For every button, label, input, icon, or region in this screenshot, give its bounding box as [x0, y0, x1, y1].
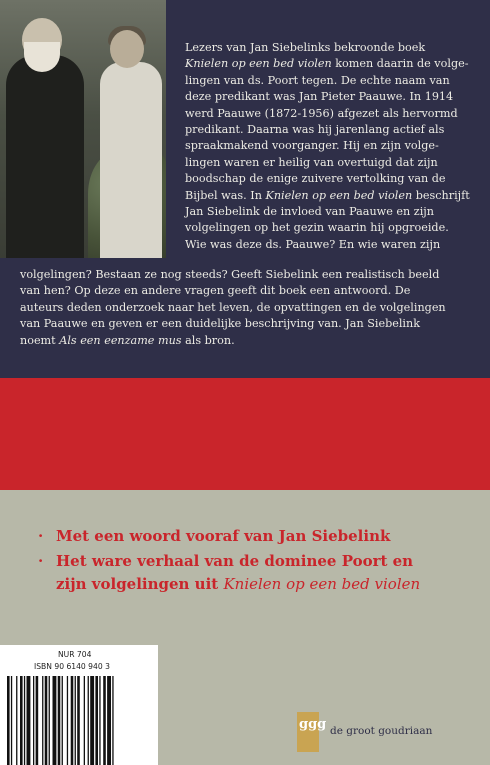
bullet-item: [38, 550, 478, 596]
description-line-text: lingen waren er heilig van overtuigd dat zijn: [185, 155, 438, 169]
nur-code: NUR 704: [58, 650, 92, 659]
description-text-right: [185, 40, 480, 253]
red-band: [0, 378, 490, 490]
bullet-text: Met een woord vooraf van Jan Siebelink: [56, 527, 391, 545]
description-line: [185, 204, 480, 220]
description-line: [20, 283, 480, 299]
description-line: [185, 155, 480, 171]
photo-man-figure: [6, 55, 84, 258]
isbn-number: ISBN 90 6140 940 3: [34, 662, 110, 671]
publisher-logo-icon: [297, 712, 327, 752]
description-line-text: als bron.: [181, 333, 235, 347]
description-line-text: Bijbel was. In: [185, 188, 266, 202]
description-line: [185, 237, 480, 253]
description-line: [185, 171, 480, 187]
description-line: [185, 188, 480, 204]
top-panel: [0, 0, 490, 378]
historical-photo: [0, 0, 166, 258]
description-line: [185, 220, 480, 236]
bullet-book-title: Knielen op een bed violen: [223, 575, 421, 593]
description-line: [185, 106, 480, 122]
bullet-dot: ·: [38, 552, 44, 570]
description-line: [20, 267, 480, 283]
photo-woman-figure: [100, 62, 162, 258]
description-line-text: werd Paauwe (1872-1956) afgezet als hervormd: [185, 106, 458, 120]
description-line: [185, 89, 480, 105]
publisher-logo-text: ggg: [299, 717, 327, 732]
description-text-full: [20, 267, 480, 349]
description-line-italic: Knielen op een bed violen: [185, 57, 332, 71]
description-line: [185, 122, 480, 138]
description-line-text: van Paauwe en geven er een duidelijke beschrijving van. Jan Siebelink: [20, 317, 420, 331]
description-line: [185, 73, 480, 89]
description-line-text: noemt: [20, 333, 60, 347]
description-line-text: komen daarin de volge-: [331, 57, 469, 71]
description-line-text: Jan Siebelink de invloed van Paauwe en zijn: [185, 205, 434, 219]
feature-bullets: [38, 525, 478, 598]
description-line-italic: Knielen op een bed violen: [265, 188, 413, 202]
description-line-text: auteurs deden onderzoek naar het leven, de opvattingen en de volgelingen: [20, 300, 446, 314]
description-line: [185, 138, 480, 154]
bullet-text: Het ware verhaal van de dominee Poort en: [56, 552, 414, 570]
description-line-text: Wie was deze ds. Paauwe? En wie waren zijn: [185, 237, 441, 251]
photo-woman-head: [110, 30, 144, 68]
description-line: [185, 56, 480, 72]
description-line-italic: Als een eenzame mus: [59, 333, 182, 347]
publisher-name: de groot goudriaan: [330, 725, 433, 737]
description-line-text: van hen? Op deze en andere vragen geeft dit boek een antwoord. De: [20, 284, 411, 298]
description-line-text: lingen van ds. Poort tegen. De echte naam van: [185, 73, 450, 87]
description-line: [185, 40, 480, 56]
description-line: [20, 333, 480, 349]
description-line-text: deze predikant was Jan Pieter Paauwe. In 1914: [185, 90, 454, 104]
description-line-text: spraakmakend voorganger. Hij en zijn volge-: [185, 139, 439, 153]
description-line-text: boodschap de enige zuivere vertolking van de: [185, 172, 446, 186]
description-line: [20, 316, 480, 332]
bullet-text-cont: zijn volgelingen uit: [56, 575, 224, 593]
description-line-text: volgelingen op het gezin waarin hij opgroeide.: [185, 221, 449, 235]
description-line-text: beschrijft: [412, 188, 470, 202]
description-line: [20, 300, 480, 316]
description-line-text: Lezers van Jan Siebelinks bekroonde boek: [185, 41, 426, 54]
bullet-dot: ·: [38, 527, 44, 545]
description-line-text: volgelingen? Bestaan ze nog steeds? Geeft Siebelink een realistisch beeld: [20, 268, 440, 281]
barcode-icon: [5, 676, 153, 765]
bullet-item: [38, 525, 478, 548]
description-line-text: predikant. Daarna was hij jarenlang actief als: [185, 123, 445, 137]
